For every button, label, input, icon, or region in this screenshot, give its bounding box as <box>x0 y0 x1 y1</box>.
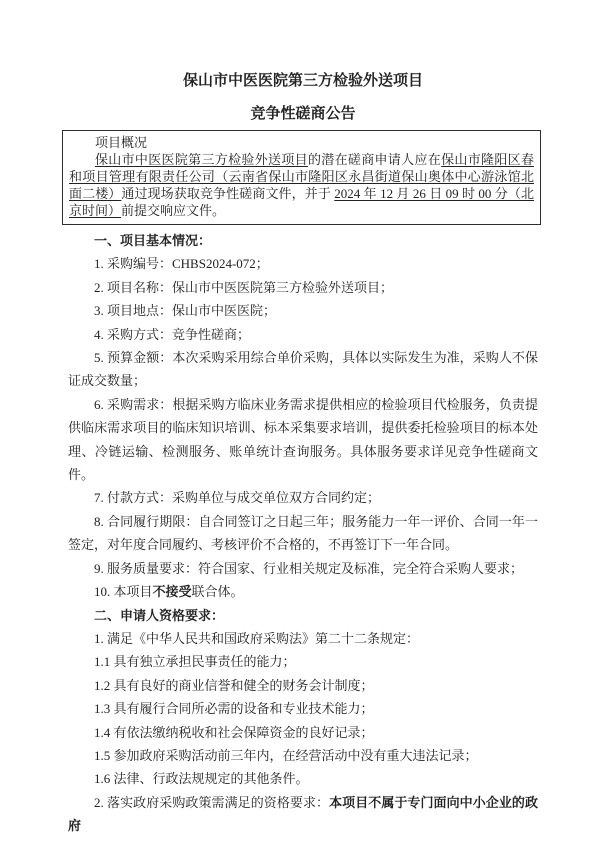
text-run: 1.3 具有履行合同所必需的设备和专业技术能力； <box>94 701 374 717</box>
overview-heading: 项目概况 <box>95 135 148 150</box>
section-heading: 二、申请人资格要求： <box>94 607 225 623</box>
text-run: 通过现场获取竞争性磋商文件，并于 <box>121 186 335 201</box>
text-run: 10. 本项目 <box>94 584 153 600</box>
text-run: 2. 项目名称：保山市中医医院第三方检验外送项目； <box>94 279 394 295</box>
paragraph <box>68 674 538 697</box>
paragraph <box>68 299 538 322</box>
paragraph <box>68 486 538 509</box>
document-content <box>68 72 538 838</box>
project-overview-box <box>62 130 541 225</box>
paragraph <box>68 323 538 346</box>
text-run: 1.4 有依法缴纳税收和社会保障资金的良好记录； <box>94 724 374 740</box>
text-run: 1.1 具有独立承担民事责任的能力； <box>94 654 296 670</box>
text-run: 3. 项目地点：保山市中医医院； <box>94 303 277 319</box>
paragraph <box>68 627 538 650</box>
text-run: 本项目不属于专门面向中小企业的政府 <box>68 794 538 834</box>
document-subtitle: 竞争性磋商公告 <box>250 106 356 122</box>
text-run: 6. 采购需求：根据采购方临床业务需求提供相应的检验项目代检服务，负责提供临床需求项目的临床知识培训、标本采集要求培训，提供委托检验项目的标本处理、冷链运输、检测服务、账单统计查询服务。具体服务要求详见竞争性磋商文件。 <box>68 396 538 483</box>
text-run: 联合体。 <box>191 584 244 600</box>
section-heading: 一、项目基本情况： <box>94 233 212 248</box>
paragraph <box>68 791 538 838</box>
paragraph <box>68 580 538 603</box>
text-run: 1.5 参加政府采购活动前三年内，在经营活动中没有重大违法记录； <box>94 747 478 763</box>
text-run: 1.2 具有良好的商业信誉和健全的财务会计制度； <box>94 677 374 693</box>
text-run: 9. 服务质量要求：符合国家、行业相关规定及标准，完全符合采购人要求； <box>94 560 524 576</box>
text-run: 1.6 法律、行政法规规定的其他条件。 <box>94 771 309 787</box>
paragraph <box>68 252 538 275</box>
paragraph <box>68 650 538 673</box>
text-run: 保山市中医医院第三方检验外送项目 <box>95 152 308 167</box>
text-run: 1. 满足《中华人民共和国政府采购法》第二十二条规定： <box>94 630 420 646</box>
text-run: 1. 采购编号：CHBS2024-072； <box>94 256 269 272</box>
text-run: 7. 付款方式：采购单位与成交单位双方合同约定； <box>94 490 381 506</box>
paragraph <box>68 393 538 487</box>
text-run: 前提交响应文件。 <box>121 203 226 218</box>
paragraph <box>68 276 538 299</box>
paragraph <box>68 557 538 580</box>
paragraph <box>68 767 538 790</box>
paragraph <box>68 346 538 393</box>
text-run: 5. 预算金额：本次采购采用综合单价采购，具体以实际发生为准，采购人不保证成交数量； <box>68 350 538 389</box>
paragraph <box>68 721 538 744</box>
text-run: 保山市隆阳区春和项目管理有限责任公司（云南省保山市隆阳区永昌街道保山奥体中心游泳馆北面二楼） <box>69 152 534 201</box>
text-run: 4. 采购方式：竞争性磋商； <box>94 326 251 342</box>
document-body <box>68 229 538 838</box>
paragraph <box>68 510 538 557</box>
paragraph <box>68 697 538 720</box>
text-run: 不接受 <box>152 584 192 600</box>
text-run: 的潜在磋商申请人应在 <box>307 152 442 167</box>
text-run: 2. 落实政府采购政策需满足的资格要求： <box>94 794 330 810</box>
text-run: 2024 年 12 月 26 日 09 时 00 分（北京时间） <box>69 186 534 218</box>
text-run: 8. 合同履行期限：自合同签订之日起三年；服务能力一年一评价、合同一年一签定，对年度合同履约、考核评价不合格的，不再签订下一年合同。 <box>68 513 538 553</box>
paragraph <box>68 744 538 767</box>
overview-paragraph <box>69 151 534 219</box>
document-title: 保山市中医医院第三方检验外送项目 <box>182 73 423 89</box>
